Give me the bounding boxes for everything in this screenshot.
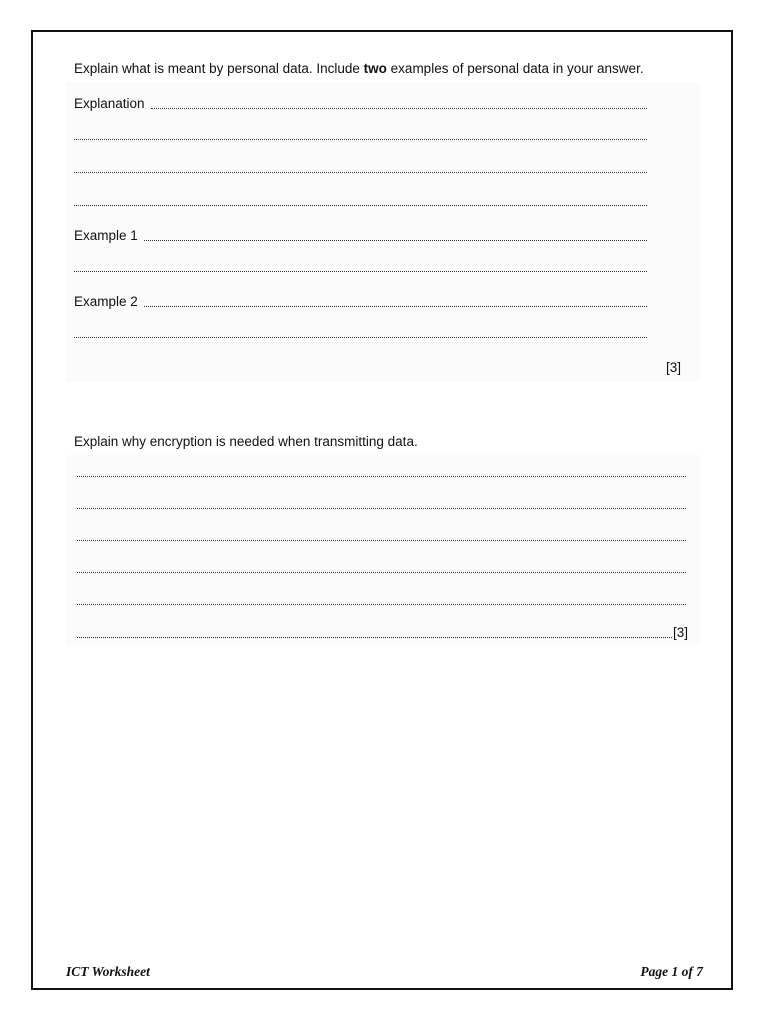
- question-2-answer-line-2[interactable]: [77, 508, 686, 509]
- example-1-answer-line[interactable]: [74, 228, 647, 244]
- question-1-marks: [3]: [665, 360, 681, 375]
- example-2-answer-line-2[interactable]: [74, 337, 647, 338]
- explanation-answer-line-4[interactable]: [74, 205, 647, 206]
- question-1-prompt-end: examples of personal data in your answer.: [386, 61, 644, 76]
- explanation-label: Explanation: [74, 96, 145, 111]
- explanation-answer-line-3[interactable]: [74, 172, 647, 173]
- question-2-answer-line-3[interactable]: [77, 540, 686, 541]
- explanation-dotted-line: [151, 108, 647, 109]
- explanation-answer-line[interactable]: [74, 96, 647, 112]
- question-2-final-dotted-line: [77, 637, 672, 638]
- question-2-answer-line-1[interactable]: [77, 476, 686, 477]
- question-1-prompt: [74, 61, 644, 77]
- footer-worksheet-title: ICT Worksheet: [66, 964, 150, 979]
- explanation-answer-line-2[interactable]: [74, 139, 647, 140]
- question-2-answer-line-4[interactable]: [77, 572, 686, 573]
- question-1-prompt-bold: two: [363, 61, 387, 76]
- question-2-answer-area: [66, 455, 700, 645]
- example-2-label: Example 2: [74, 294, 138, 309]
- example-2-dotted-line: [144, 306, 647, 307]
- question-2-prompt: Explain why encryption is needed when transmitting data.: [74, 434, 418, 449]
- example-1-label: Example 1: [74, 228, 138, 243]
- question-2-answer-line-6[interactable]: [77, 625, 688, 641]
- question-1-prompt-start: Explain what is meant by personal data. Include: [74, 61, 364, 76]
- question-2-marks: [3]: [672, 625, 688, 640]
- example-2-answer-line[interactable]: [74, 294, 647, 310]
- example-1-dotted-line: [144, 240, 647, 241]
- example-1-answer-line-2[interactable]: [74, 271, 647, 272]
- question-2-answer-line-5[interactable]: [77, 604, 686, 605]
- footer-page-number: Page 1 of 7: [640, 964, 703, 979]
